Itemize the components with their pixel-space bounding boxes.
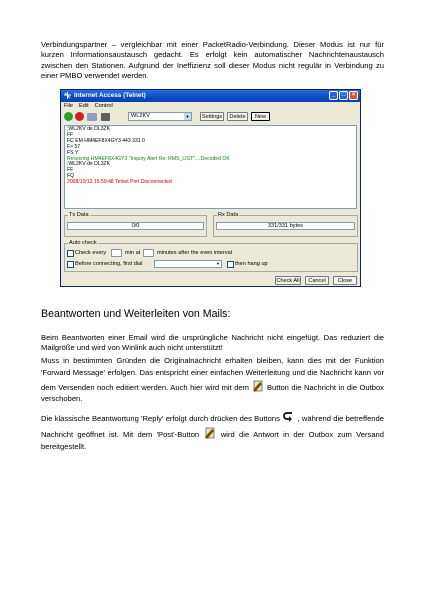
title-bar[interactable] (61, 90, 360, 102)
check-all-button[interactable]: Check All (276, 278, 300, 284)
log-line: Receiving HM4EF8X4GY3 "Inquiry Alert Re: RMS_LIST"....Decoded OK (67, 155, 230, 162)
min-at-input[interactable] (143, 249, 154, 257)
chevron-down-icon[interactable]: ▼ (185, 114, 190, 119)
classic-reply-text-a: Die klassische Beantwortung 'Reply' erfolgt durch drücken des Buttons (41, 414, 280, 423)
intro-paragraph: Verbindungspartner – vergleichbar mit einer PacketRadio-Verbindung. Dieser Modus ist nur für kurzen Informationsaustausch gedacht. Es erfolgt kein automatischer Nachrichtenaustausch zwischen den Stationen. Aufgrund der Ineffizienz soll dieser Modus nicht regulär in Verbindung zu einer PMBO verwendet werden. (41, 40, 384, 81)
tx-data-value: 0/0 (67, 222, 204, 230)
section-heading: Beantworten und Weiterleiten von Mails: (41, 308, 231, 320)
log-line: ;WL2KV de DL3ZK (67, 161, 111, 168)
close-window-button[interactable]: × (349, 91, 358, 100)
chevron-down-icon[interactable]: ▼ (216, 261, 220, 266)
minutes-after-label: minutes after the even interval (157, 250, 232, 256)
menu-control[interactable]: Control (94, 103, 113, 109)
new-button[interactable]: New (251, 112, 270, 121)
app-icon (64, 92, 71, 99)
check-every-label: Check every (75, 250, 107, 256)
rx-data-group (213, 212, 358, 237)
toolbar (61, 110, 360, 123)
cancel-button[interactable]: Cancel (305, 276, 329, 285)
window-title: Internet Access (Telnet) (74, 92, 146, 99)
min-at-label: min at (125, 250, 141, 256)
dial-select[interactable] (154, 260, 222, 268)
log-line: F> 57 (67, 143, 81, 150)
rx-data-value: 331/331 bytes (216, 222, 355, 230)
settings-button[interactable]: Settings (201, 114, 223, 120)
forward-text-b: Button die Nachricht in die Outbox verschoben. (41, 382, 384, 404)
log-line: ;WL2KV de DL3ZK (67, 126, 111, 132)
menu-bar (61, 102, 360, 110)
close-button[interactable]: Close (333, 276, 357, 285)
delete-button[interactable]: Delete (227, 112, 248, 121)
classic-reply-paragraph (41, 410, 384, 454)
classic-reply-text-b: , während die betreffende Nachricht geöffnet ist. Mit dem 'Post'-Button (41, 414, 384, 439)
tx-data-group (64, 212, 207, 237)
log-line: FC EM HM4EF8X4GY3 443 331 0 (67, 137, 145, 144)
log-line: FQ (67, 173, 75, 180)
menu-file[interactable]: File (64, 103, 74, 109)
hang-up-label: then hang up (235, 261, 268, 267)
phone-icon[interactable] (101, 113, 110, 121)
session-log[interactable] (64, 125, 357, 209)
forward-text-a: Muss in bestimmten Gründen die Originalnachricht erhalten bleiben, kann dies mit der Funktion 'Forward Message' erfolgen. Das entspricht einer einfachen Weiterleitung und die Nachricht kann vor dem Versenden noch editiert werden. Auch hier wird mit dem (41, 356, 384, 392)
classic-reply-text-c: wird die Antwort in der Outbox zum Versand bereitgestellt. (41, 429, 384, 452)
before-connecting-label: Before connecting, first dial (75, 261, 143, 267)
menu-edit[interactable]: Edit (79, 103, 89, 109)
callsign-value: WL2KV (131, 113, 150, 119)
hang-up-checkbox[interactable] (227, 261, 234, 268)
auto-check-group (64, 240, 358, 272)
forward-paragraph (41, 355, 384, 405)
check-every-input[interactable] (111, 249, 122, 257)
disconnect-icon[interactable] (75, 112, 84, 121)
maximize-button[interactable]: □ (339, 91, 348, 100)
connect-icon[interactable] (64, 112, 73, 121)
tx-data-label: Tx Data (69, 212, 89, 218)
before-connecting-checkbox[interactable] (67, 261, 74, 268)
rx-data-label: Rx Data (218, 212, 239, 218)
post-button-icon (251, 379, 264, 393)
mail-icon[interactable] (87, 113, 97, 121)
auto-check-label: Auto check (69, 240, 97, 246)
reply-arrow-icon (282, 410, 295, 424)
post-button-icon (203, 426, 216, 440)
minimize-button[interactable]: _ (329, 91, 338, 100)
check-every-checkbox[interactable] (67, 250, 74, 257)
reply-paragraph: Beim Beantworten einer Email wird die ursprüngliche Nachricht nicht eingefügt. Das reduziert die Mailgröße und wird von Winlink auch nicht unterstützt! (41, 333, 384, 353)
log-line: FF (67, 131, 74, 138)
log-line: FS Y (67, 149, 79, 156)
telnet-window (60, 89, 361, 287)
log-line: FF (67, 167, 74, 174)
log-line: 2008/10/12 16:59:48 Telnet Port Disconnected (67, 179, 172, 186)
callsign-select[interactable] (128, 112, 192, 121)
